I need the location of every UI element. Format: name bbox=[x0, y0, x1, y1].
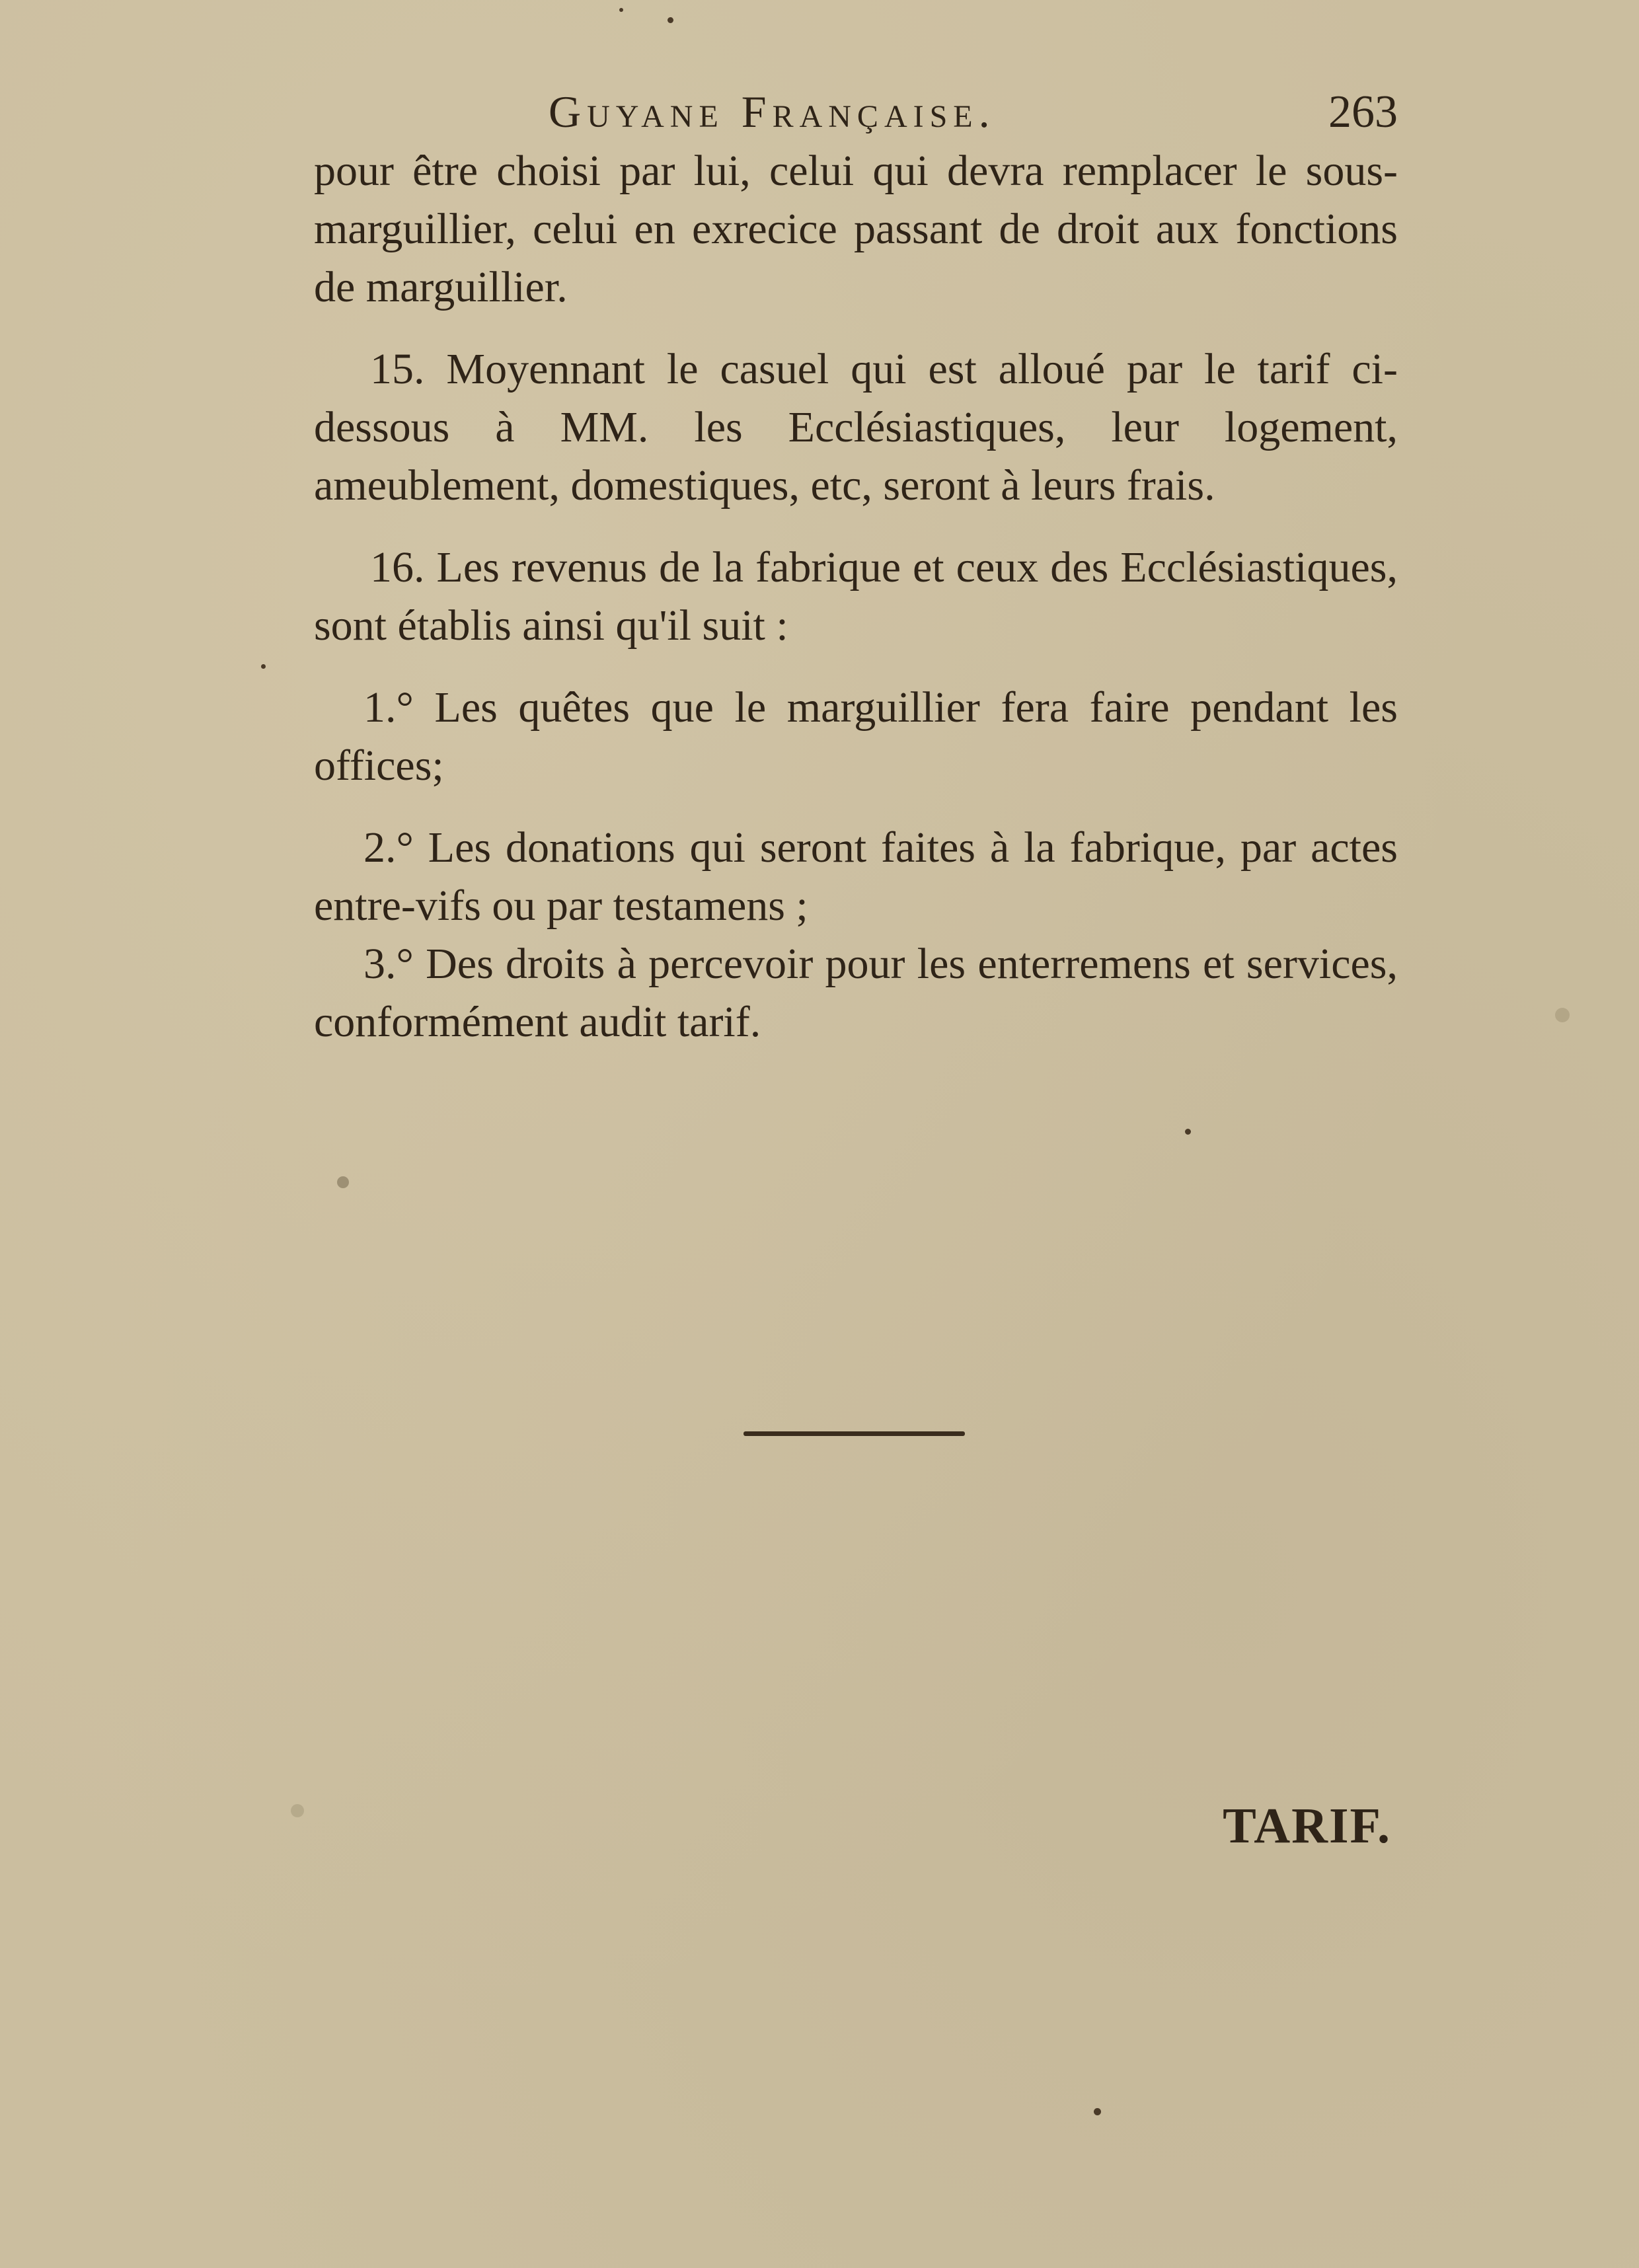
list-item-1: 1.° Les quêtes que le marguillier fera faire pendant les offices; bbox=[314, 683, 1398, 790]
list-item-2: 2.° Les donations qui seront faites à la fabrique, par actes entre-vifs ou par testamens ; bbox=[314, 823, 1398, 930]
paper-speck bbox=[619, 8, 623, 12]
section-title: TARIF. bbox=[1223, 1798, 1391, 1854]
paper-speck bbox=[337, 1176, 349, 1188]
paper-speck bbox=[1185, 1129, 1191, 1135]
paragraph-article-15: 15. Moyennant le casuel qui est alloué par le tarif ci-dessous à MM. les Ecclésiastiques, leur logement, ameublement, domestiques, etc, seront à leurs frais. bbox=[314, 345, 1398, 510]
list-item-3: 3.° Des droits à percevoir pour les enterremens et services, conformément audit tarif. bbox=[314, 940, 1398, 1046]
running-title: Guyane Française. bbox=[549, 87, 996, 137]
paper-speck bbox=[1094, 2108, 1101, 2115]
section-divider bbox=[743, 1431, 965, 1436]
paper-speck bbox=[1555, 1008, 1570, 1022]
page-header bbox=[314, 86, 1398, 145]
paper-speck bbox=[667, 17, 673, 23]
paper-speck bbox=[261, 664, 266, 669]
paragraph-continuation: pour être choisi par lui, celui qui devra remplacer le sous-marguillier, celui en exrecice passant de droit aux fonctions de marguillier. bbox=[314, 147, 1398, 311]
page-number: 263 bbox=[1328, 87, 1398, 137]
paper-speck bbox=[291, 1804, 304, 1817]
paragraph-article-16: 16. Les revenus de la fabrique et ceux des Ecclésiastiques, sont établis ainsi qu'il suit : bbox=[314, 543, 1398, 650]
body-text bbox=[314, 142, 1398, 1051]
